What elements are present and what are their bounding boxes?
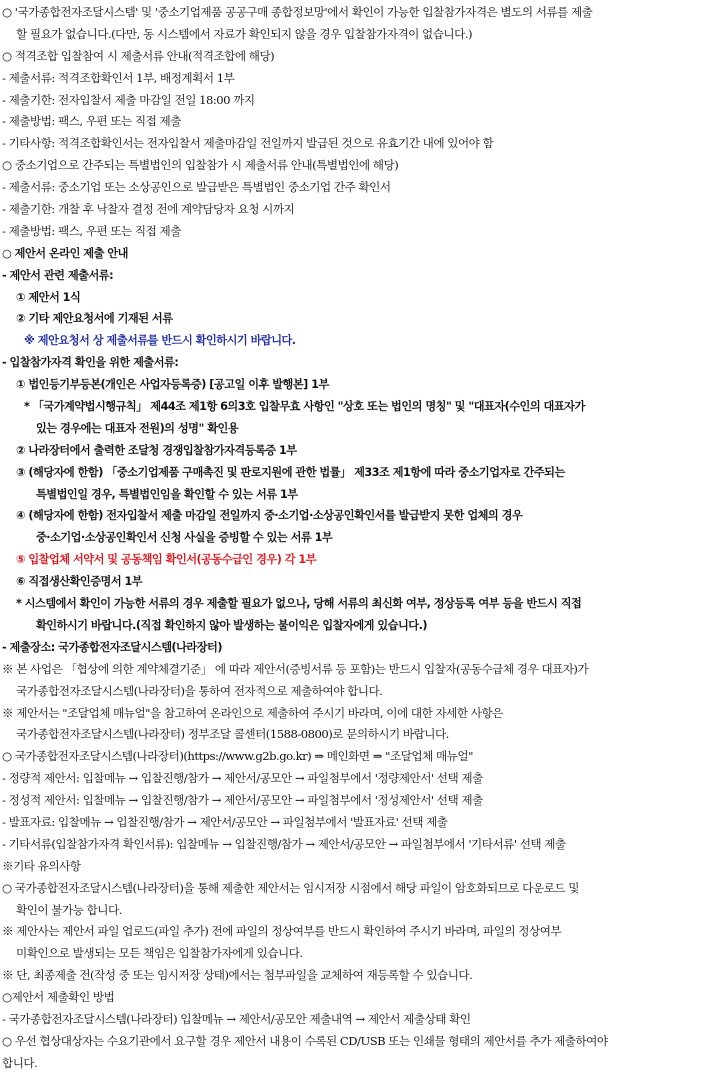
text-line: ○ 국가종합전자조달시스템(나라장터)(https://www.g2b.go.kr) ⇒ 메인화면 ⇒ "조달업체 매뉴얼": [2, 749, 473, 764]
list-item: ⑥ 직접생산확인증명서 1부: [16, 575, 143, 589]
list-item: ② 나라장터에서 출력한 조달청 경쟁입찰참가자격등록증 1부: [16, 443, 297, 457]
list-item: ① 법인등기부등본(개인은 사업자등록증) [공고일 이후 발행본] 1부: [16, 378, 329, 392]
list-item: ④ (해당자에 한함) 전자입찰서 제출 마감일 전일까지 중·소기업·소상공인확인서를 발급받지 못한 업체의 경우: [16, 509, 523, 523]
text-line: - 기타서류(입찰참가자격 확인서류): 입찰메뉴 → 입찰진행/참가 → 제안서/공모안 → 파일첨부에서 '기타서류' 선택 제출: [2, 836, 566, 851]
text-line: - 제출방법: 팩스, 우편 또는 직접 제출: [2, 114, 181, 129]
list-item: ① 제안서 1식: [16, 290, 81, 304]
notice-line: ※ 제안요청서 상 제출서류를 반드시 확인하시기 바랍니다.: [24, 334, 296, 348]
text-line: ※ 제안사는 제안서 파일 업로드(파일 추가) 전에 파일의 정상여부를 반드시 확인하여 주시기 바라며, 파일의 정상여부: [2, 924, 562, 939]
text-line: - 기타사항: 적격조합확인서는 전자입찰서 제출마감일 전일까지 발급된 것으로 유효기간 내에 있어야 함: [2, 136, 494, 151]
text-line: 국가종합전자조달시스템(나라장터) 정부조달 콜센터(1588-0800)로 문의하시기 바랍니다.: [16, 727, 449, 742]
text-line: 합니다.: [2, 1055, 38, 1070]
text-line: - 정성적 제안서: 입찰메뉴 → 입찰진행/참가 → 제안서/공모안 → 파일첨부에서 '정성제안서' 선택 제출: [2, 793, 483, 808]
list-item: ③ (해당자에 한함) 「중소기업제품 구매촉진 및 판로지원에 관한 법률」 제33조 제1항에 따라 중소기업자로 간주되는: [16, 465, 565, 479]
text-line: ※ 본 사업은 「협상에 의한 계약체결기준」 에 따라 제안서(증빙서류 등 포함)는 반드시 입찰자(공동수급체 경우 대표자)가: [2, 661, 589, 676]
text-line: - 입찰참가자격 확인을 위한 제출서류:: [2, 356, 179, 370]
section-heading: ○ 제안서 온라인 제출 안내: [2, 246, 128, 260]
text-line: - 제출서류: 적격조합확인서 1부, 배정계획서 1부: [2, 70, 235, 85]
list-item: ② 기타 제안요청서에 기재된 서류: [16, 312, 173, 326]
text-line: ○ '국가종합전자조달시스템' 및 '중소기업제품 공공구매 종합정보망'에서 확인이 가능한 입찰참가자격은 별도의 서류를 제출: [2, 5, 593, 19]
note-line: 확인하시기 바랍니다.(직접 확인하지 않아 발생하는 불이익은 입찰자에게 있습니다.): [36, 618, 427, 632]
text-line: 확인이 불가능 합니다.: [16, 902, 122, 917]
text-line: 국가종합전자조달시스템(나라장터)을 통하여 전자적으로 제출하여야 합니다.: [16, 683, 383, 698]
highlight-line: ⑤ 입찰업체 서약서 및 공동책임 확인서(공동수급인 경우) 각 1부: [16, 553, 317, 567]
text-line: ○ 우선 협상대상자는 수요기관에서 요구할 경우 제안서 내용이 수록된 CD/USB 또는 인쇄물 형태의 제안서를 추가 제출하여야: [2, 1033, 608, 1048]
section-heading: ○제안서 제출확인 방법: [2, 990, 115, 1005]
note-line: * 「국가계약법시행규칙」 제44조 제1항 6의3호 입찰무효 사항인 "상호 또는 법인의 명칭" 및 "대표자(수인의 대표자가: [24, 400, 585, 414]
text-line: - 제출기한: 개찰 후 낙찰자 결정 전에 계약담당자 요청 시까지: [2, 202, 295, 217]
text-line: - 국가종합전자조달시스템(나라장터) 입찰메뉴 → 제안서/공모안 제출내역 → 제안서 제출상태 확인: [2, 1011, 471, 1026]
text-line: - 발표자료: 입찰메뉴 → 입찰진행/참가 → 제안서/공모안 → 파일첨부에서 '발표자료' 선택 제출: [2, 814, 448, 829]
text-line: 할 필요가 없습니다.(다만, 동 시스템에서 자료가 확인되지 않을 경우 입찰참가자격이 없습니다.): [16, 26, 473, 41]
text-line: - 제안서 관련 제출서류:: [2, 268, 114, 282]
text-line: - 제출서류: 중소기업 또는 소상공인으로 발급받은 특별법인 중소기업 간주 확인서: [2, 180, 391, 195]
list-item: 특별법인일 경우, 특별법인임을 확인할 수 있는 서류 1부: [36, 487, 298, 501]
text-line: ※ 단, 최종제출 전(작성 중 또는 임시저장 상태)에서는 첨부파일을 교체하여 재등록할 수 있습니다.: [2, 968, 473, 983]
text-line: - 제출기한: 전자입찰서 제출 마감일 전일 18:00 까지: [2, 92, 255, 107]
text-line: - 정량적 제안서: 입찰메뉴 → 입찰진행/참가 → 제안서/공모안 → 파일첨부에서 '정량제안서' 선택 제출: [2, 771, 483, 786]
section-heading: ○ 적격조합 입찰참여 시 제출서류 안내(적격조합에 해당): [2, 48, 275, 63]
list-item: 중·소기업·소상공인확인서 신청 사실을 증빙할 수 있는 서류 1부: [36, 531, 333, 545]
note-line: 있는 경우에는 대표자 전원)의 성명" 확인용: [36, 421, 239, 435]
text-line: 미확인으로 발생되는 모든 책임은 입찰참가자에게 있습니다.: [16, 946, 303, 961]
note-line: * 시스템에서 확인이 가능한 서류의 경우 제출할 필요가 없으나, 당해 서류의 최신화 여부, 정상등록 여부 등을 반드시 직접: [16, 597, 582, 611]
text-line: ※ 제안서는 "조달업체 매뉴얼"을 참고하여 온라인으로 제출하여 주시기 바라며, 이에 대한 자세한 사항은: [2, 705, 503, 720]
text-line: - 제출장소: 국가종합전자조달시스템(나라장터): [2, 640, 222, 654]
section-heading: ○ 중소기업으로 간주되는 특별법인의 입찰참가 시 제출서류 안내(특별법인에 해당): [2, 158, 399, 173]
text-line: - 제출방법: 팩스, 우편 또는 직접 제출: [2, 223, 181, 238]
section-heading: ※기타 유의사항: [2, 858, 81, 873]
text-line: ○ 국가종합전자조달시스템(나라장터)을 통해 제출한 제안서는 임시저장 시점에서 해당 파일이 암호화되므로 다운로드 및: [2, 880, 579, 895]
